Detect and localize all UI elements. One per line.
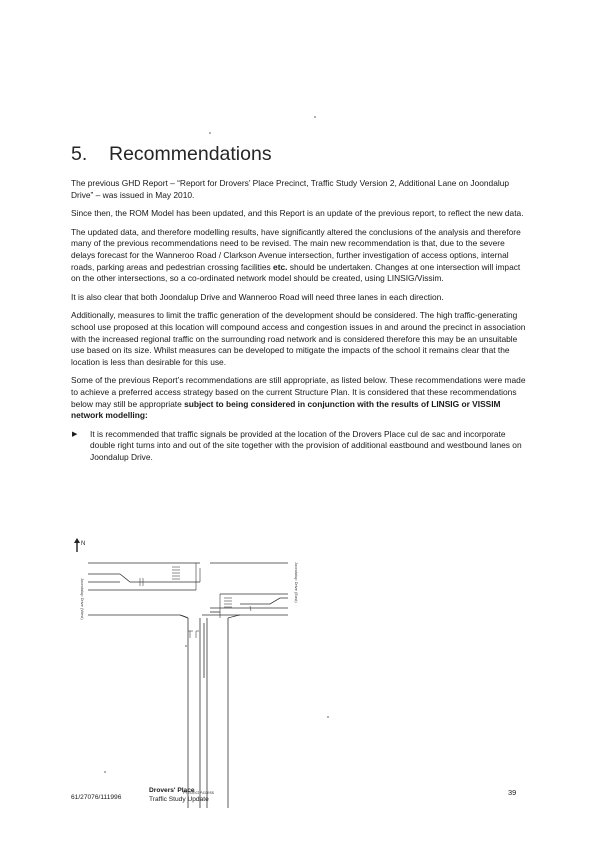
intersection-diagram [70, 538, 300, 808]
bottom-road-label: Precinct Access [183, 790, 214, 795]
bullet-marker: ▶ [72, 430, 78, 438]
side-road [180, 615, 240, 808]
body-text [71, 178, 526, 463]
bullet-item [71, 429, 526, 464]
paragraph-3: The updated data, and therefore modelling results, have significantly altered the conclusions of the analysis and therefore many of the previous recommendations need to be revised. The main new recommendation is that, due to the severe delays forecast for the Wanneroo Road / Clarkson Avenue intersection, further investigation of access options, internal roads, parking areas and pedestrian crossing facilities etc. should be undertaken. Changes at one intersection will impact on the other intersections, so a co-ordinated network model should be created, using LINSIG/Vissim. [71, 226, 521, 284]
paragraph-5: Additionally, measures to limit the traffic generation of the development should be considered. The high traffic-generating school use proposed at this location will compound access and congestion issues in and around the precinct in association with the increased regional traffic on the surrounding road network and is considered therefore this may be an unsuitable use based on its size. Whilst measures can be developed to mitigate the impacts of the school it remains clear that the location is less than desirable for this use. [71, 310, 526, 367]
scan-speck [314, 116, 316, 118]
scan-speck [185, 645, 187, 647]
north-arrow-icon [74, 538, 80, 552]
section-number: 5. [71, 143, 88, 165]
footer-title: Drovers' Place [149, 787, 195, 794]
paragraph-4: It is also clear that both Joondalup Drive and Wanneroo Road will need three lanes in each direction. [71, 291, 444, 302]
footer-title-block [149, 786, 209, 804]
footer-subtitle: Traffic Study Update [149, 796, 209, 803]
side-road-arrows [188, 631, 199, 638]
scan-speck [104, 771, 106, 773]
page-number: 39 [508, 788, 517, 797]
section-title: Recommendations [109, 143, 272, 165]
paragraph-6: Some of the previous Report’s recommendations are still appropriate, as listed below. These recommendations were made to achieve a preferred access strategy based on the current Structure Plan. It is considered that these recommendations below may still be appropriate subject to being considered in conjunction with the results of LINSIG or VISSIM network modelling: [71, 375, 526, 421]
paragraph-1: The previous GHD Report – “Report for Drovers’ Place Precinct, Traffic Study Version 2, Additional Lane on Joondalup Drive” – was issued in May 2010. [71, 178, 510, 200]
left-road-label: Joondalup Drive (West) [80, 578, 85, 620]
paragraph-2: Since then, the ROM Model has been updated, and this Report is an update of the previous report, to reflect the new data. [71, 208, 524, 219]
lane-markings [140, 567, 251, 611]
document-reference: 61/27076/111996 [71, 794, 122, 801]
north-label: N [81, 541, 86, 547]
scan-speck [327, 716, 329, 718]
right-road-label: Joondalup Drive (East) [294, 562, 299, 603]
main-road [88, 563, 288, 618]
bullet-text: It is recommended that traffic signals be provided at the location of the Drovers Place cul de sac and incorporate double right turns into and out of the site together with the provision of additional eastbound and westbound lanes on Joondalup Drive. [90, 428, 522, 462]
section-heading [71, 143, 272, 166]
scan-speck [209, 132, 211, 134]
